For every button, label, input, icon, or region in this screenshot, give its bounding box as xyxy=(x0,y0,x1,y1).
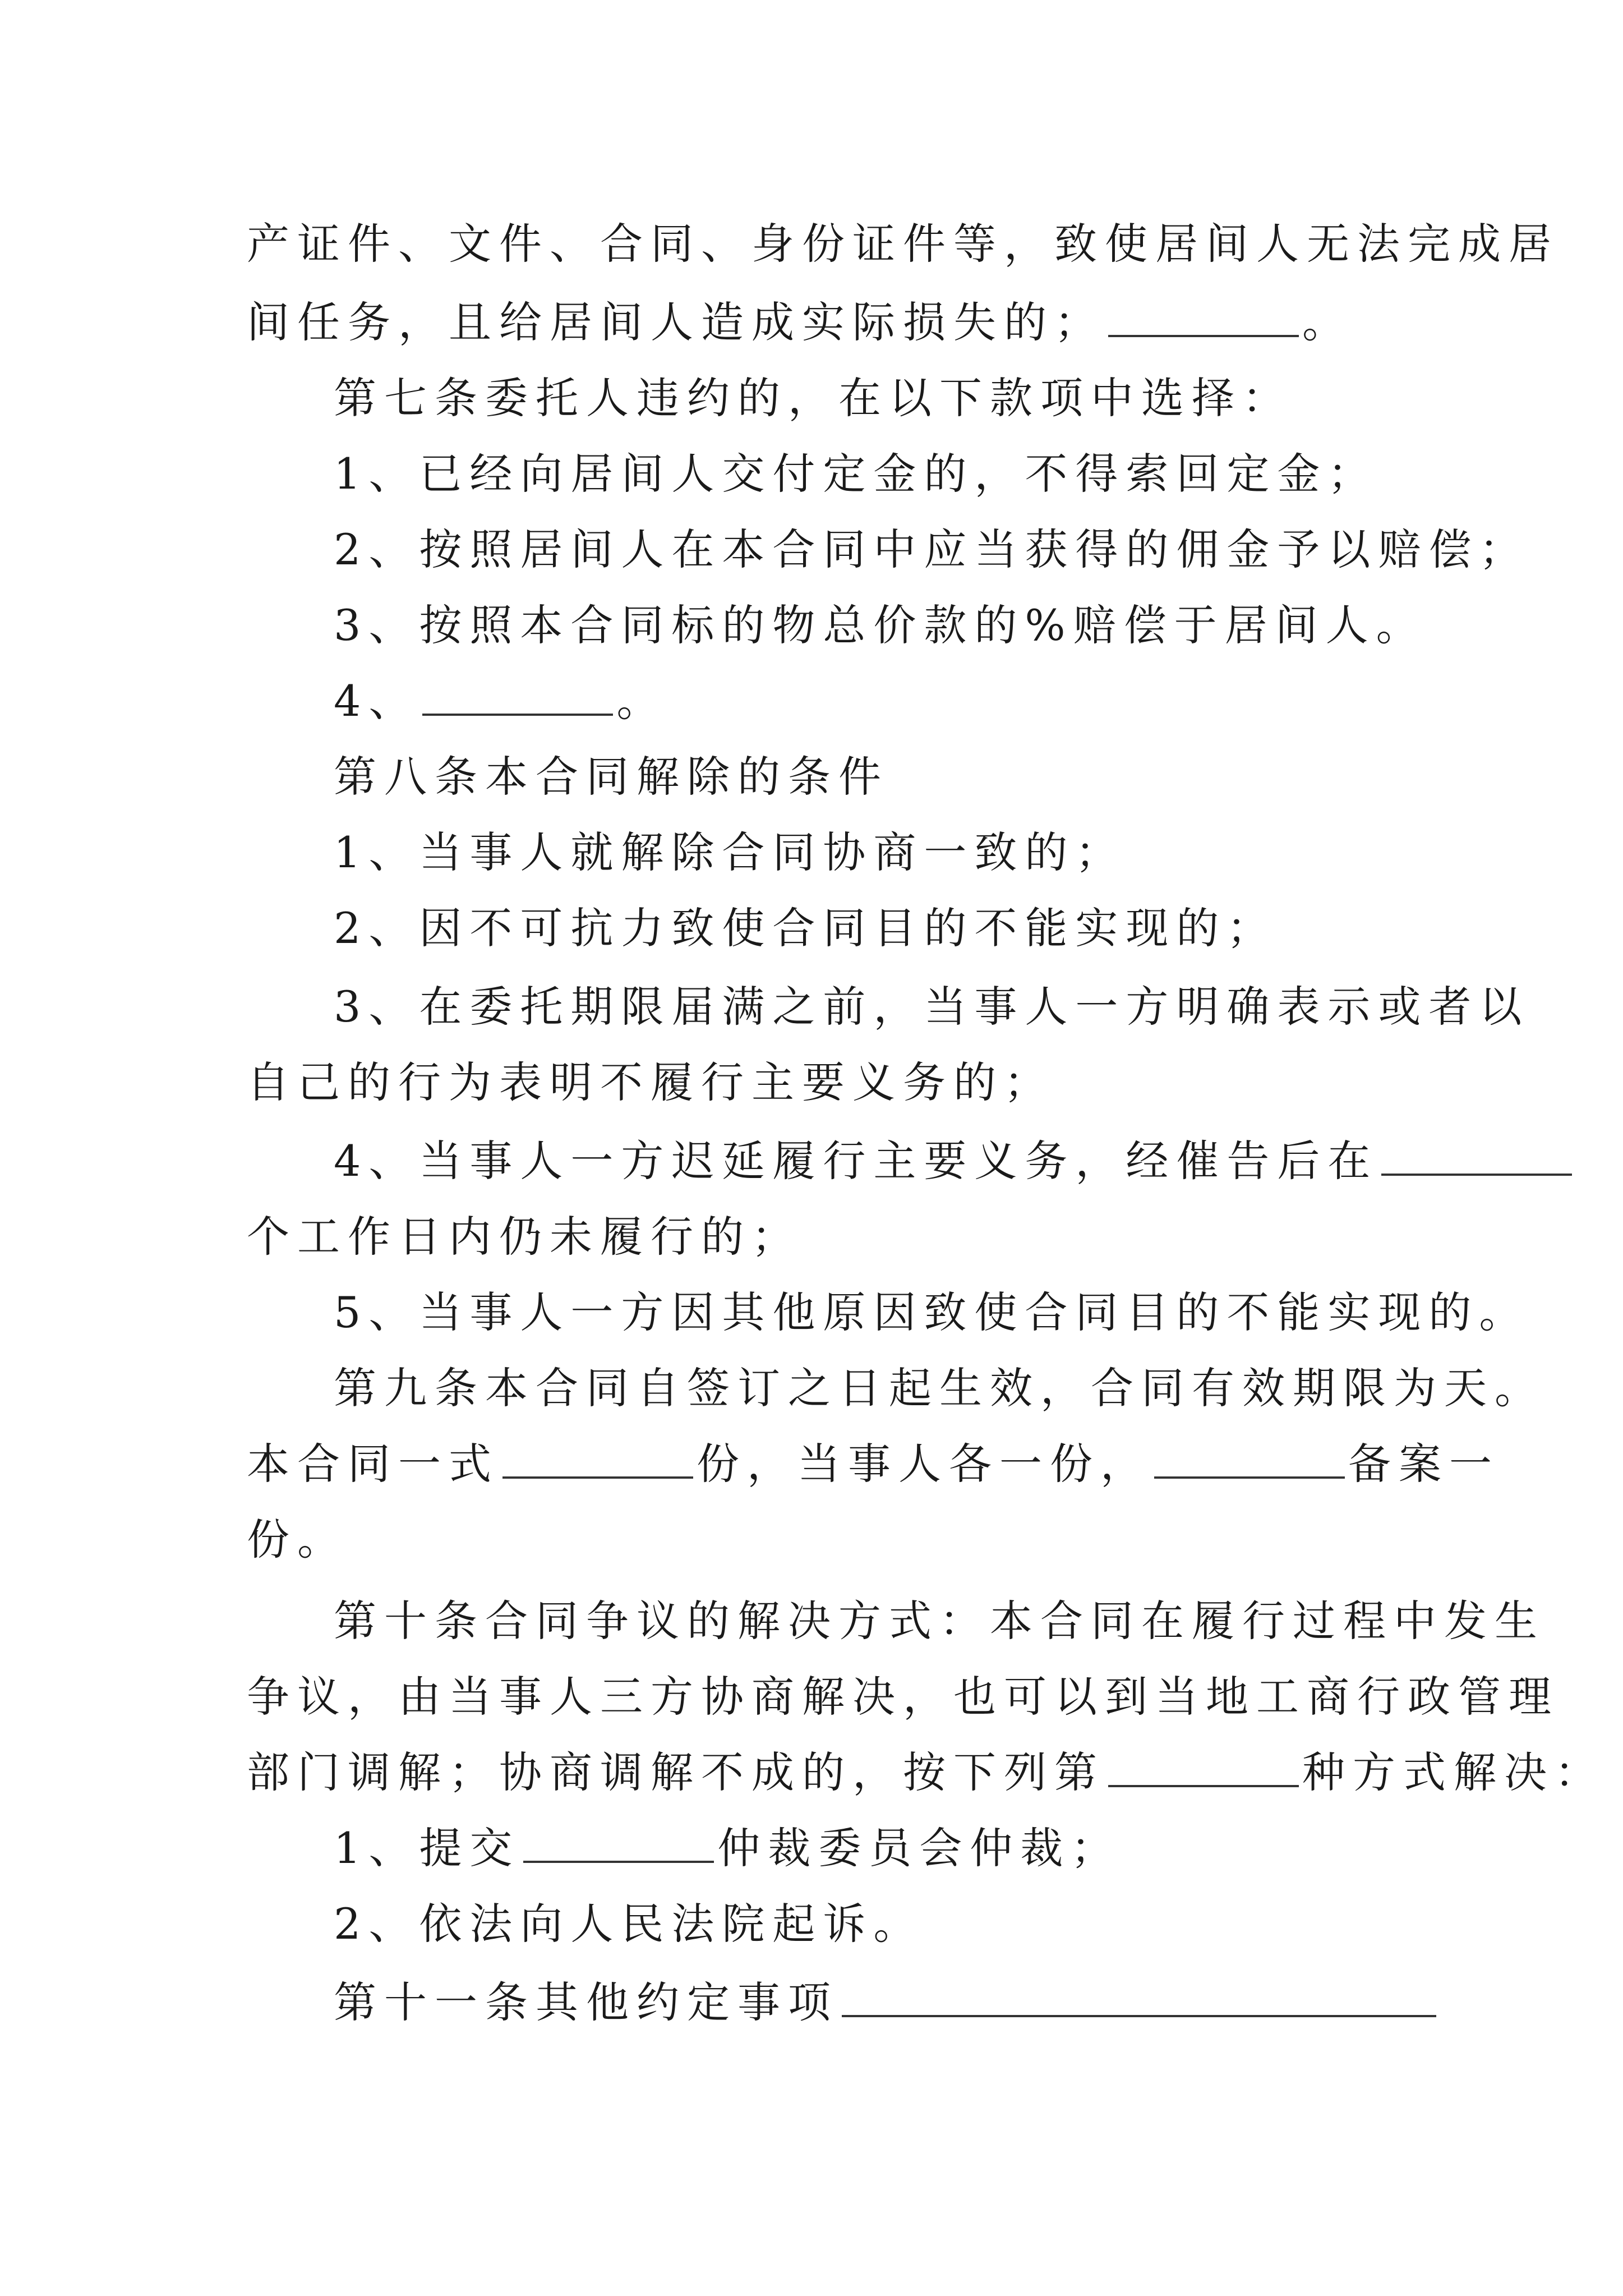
fill-in-blank xyxy=(1154,1443,1345,1479)
article-heading xyxy=(334,370,1293,426)
article-heading xyxy=(334,1593,1545,1649)
text-line xyxy=(247,216,1559,272)
text-segment: 2、按照居间人在本合同中应当获得的佣金予以赔偿； xyxy=(334,524,1530,574)
article-heading xyxy=(334,1975,1440,2031)
text-segment: 份，当事人各一份， xyxy=(697,1439,1151,1489)
text-segment: 1、提交 xyxy=(334,1823,520,1873)
text-segment: 1、当事人就解除合同协商一致的； xyxy=(334,827,1126,877)
text-segment: 3、按照本合同标的物总价款的%赔偿于居间人。 xyxy=(334,600,1427,650)
text-segment: 第九条本合同自签订之日起生效，合同有效期限为天。 xyxy=(334,1363,1545,1413)
text-line xyxy=(247,1209,802,1265)
text-segment: 个工作日内仍未履行的； xyxy=(247,1212,802,1262)
text-segment: 第十条合同争议的解决方式：本合同在履行过程中发生 xyxy=(334,1596,1545,1646)
text-segment: 备案一 xyxy=(1348,1439,1500,1489)
list-item xyxy=(334,1133,1575,1189)
list-item xyxy=(334,1285,1529,1341)
text-segment: 产证件、文件、合同、身份证件等，致使居间人无法完成居 xyxy=(247,219,1559,269)
text-segment: 3、在委托期限届满之前，当事人一方明确表示或者以 xyxy=(334,982,1530,1032)
text-line xyxy=(247,1512,348,1568)
text-segment: 本合同一式 xyxy=(247,1439,499,1489)
text-line xyxy=(247,1669,1559,1725)
text-segment: 。 xyxy=(1302,297,1353,347)
text-segment: 4、当事人一方迟延履行主要义务，经催告后在 xyxy=(334,1136,1378,1186)
text-segment: 2、依法向人民法院起诉。 xyxy=(334,1899,924,1949)
fill-in-blank xyxy=(1108,301,1299,337)
text-segment: 第七条委托人违约的，在以下款项中选择： xyxy=(334,373,1293,423)
list-item xyxy=(334,522,1529,578)
text-segment: 2、因不可抗力致使合同目的不能实现的； xyxy=(334,903,1278,953)
text-segment: 争议，由当事人三方协商解决，也可以到当地工商行政管理 xyxy=(247,1672,1559,1722)
text-segment: 种方式解决： xyxy=(1302,1747,1605,1797)
text-line xyxy=(247,295,1353,351)
text-segment: 份。 xyxy=(247,1515,348,1565)
list-item xyxy=(334,900,1277,956)
article-heading xyxy=(334,1360,1545,1416)
text-line xyxy=(247,1055,1054,1111)
text-segment: 4、 xyxy=(334,676,419,726)
text-segment: 。 xyxy=(616,676,667,726)
text-segment: 1、已经向居间人交付定金的，不得索回定金； xyxy=(334,449,1378,499)
text-segment: 仲裁委员会仲裁； xyxy=(717,1823,1122,1873)
text-segment: 5、当事人一方因其他原因致使合同目的不能实现的。 xyxy=(334,1287,1530,1337)
text-segment: 部门调解；协商调解不成的，按下列第 xyxy=(247,1747,1105,1797)
text-segment: 自己的行为表明不履行主要义务的； xyxy=(247,1057,1054,1107)
article-heading xyxy=(334,749,889,805)
fill-in-blank xyxy=(502,1443,693,1479)
list-item xyxy=(334,446,1378,502)
text-segment: 第十一条其他约定事项 xyxy=(334,1977,838,2027)
list-item xyxy=(334,673,667,729)
list-item xyxy=(334,1896,924,1952)
list-item xyxy=(334,825,1126,881)
text-segment: 第八条本合同解除的条件 xyxy=(334,752,889,802)
list-item xyxy=(334,979,1529,1035)
fill-in-blank xyxy=(422,680,613,716)
text-segment: 间任务，且给居间人造成实际损失的； xyxy=(247,297,1105,347)
text-line xyxy=(247,1436,1500,1492)
list-item xyxy=(334,1820,1121,1876)
fill-in-blank xyxy=(1108,1751,1299,1787)
fill-in-blank xyxy=(523,1827,714,1863)
list-item xyxy=(334,597,1427,654)
fill-in-blank xyxy=(842,1981,1436,2017)
fill-in-blank xyxy=(1381,1140,1572,1176)
text-line xyxy=(247,1745,1605,1801)
